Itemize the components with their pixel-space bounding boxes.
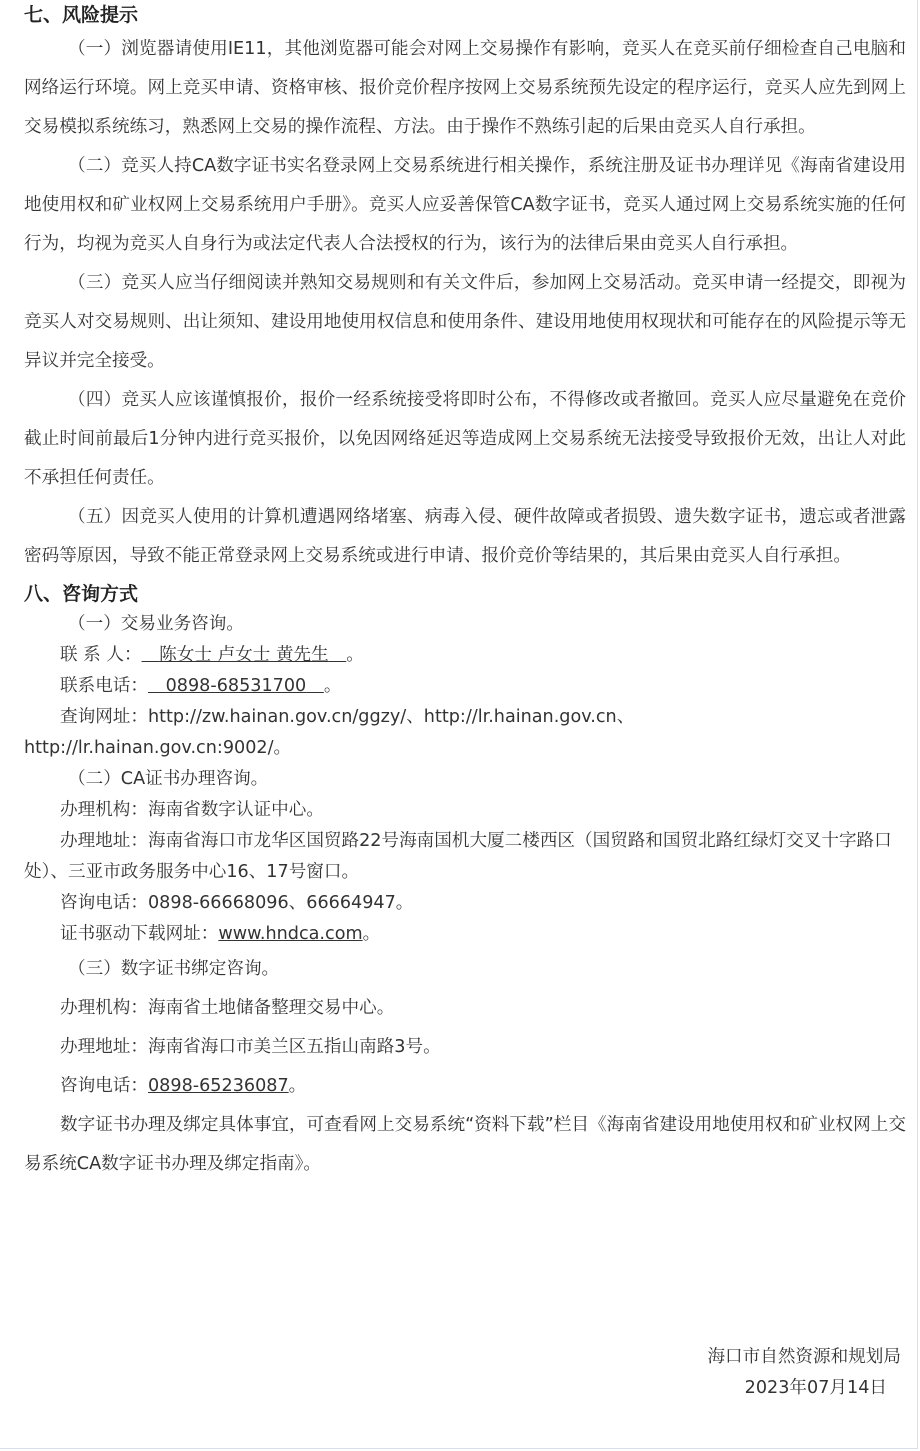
ca-addr-row <box>24 826 906 888</box>
bind-consult-title: （三）数字证书绑定咨询。 <box>68 959 280 979</box>
bind-note: 数字证书办理及绑定具体事宜，可查看网上交易系统“资料下载”栏目《海南省建设用地使用权和矿业权网上交易系统CA数字证书办理及绑定指南》。 <box>24 1115 906 1174</box>
risk-paragraph-5: （五）因竞买人使用的计算机遭遇网络堵塞、病毒入侵、硬件故障或者损毁、遗失数字证书，遗忘或者泄露密码等原因，导致不能正常登录网上交易系统或进行申请、报价竞价等结果的，其后果由竞买人自行承担。 <box>24 507 906 566</box>
url-line-1[interactable]: http://zw.hainan.gov.cn/ggzy/、http://lr.hainan.gov.cn、 <box>147 707 635 727</box>
contact-end: 。 <box>346 645 364 665</box>
ca-addr-value: 海南省海口市龙华区国贸路22号海南国机大厦二楼西区（国贸路和国贸北路红绿灯交叉十字路口处）、三亚市政务服务中心16、17号窗口。 <box>24 831 892 882</box>
phone-value: 0898-68531700 <box>165 676 307 696</box>
risk-paragraph-2: （二）竞买人持CA数字证书实名登录网上交易系统进行相关操作，系统注册及证书办理详见《海南省建设用地使用权和矿业权网上交易系统用户手册》。竞买人应妥善保管CA数字证书，竞买人通过网上交易系统实施的任何行为，均视为竞买人自身行为或法定代表人合法授权的行为，该行为的法律后果由竞买人自行承担。 <box>24 156 906 254</box>
bind-phone-end: 。 <box>288 1076 307 1096</box>
section-7-body <box>24 30 906 576</box>
ca-phone-row <box>24 888 906 919</box>
risk-paragraph-4: （四）竞买人应该谨慎报价，报价一经系统接受将即时公布，不得修改或者撤回。竞买人应尽量避免在竞价截止时间前最后1分钟内进行竞买报价，以免因网络延迟等造成网上交易系统无法接受导致报价无效，出让人对此不承担任何责任。 <box>24 390 906 488</box>
ca-addr-label: 办理地址： <box>60 831 148 851</box>
business-url-row <box>24 702 906 733</box>
ca-phone-value: 0898-66668096、66664947。 <box>147 893 414 913</box>
ca-consult-title: （二）CA证书办理咨询。 <box>68 769 269 789</box>
ca-driver-end: 。 <box>362 924 381 944</box>
bind-addr-label: 办理地址： <box>60 1037 148 1057</box>
business-phone-row <box>24 671 906 702</box>
ca-driver-row <box>24 919 906 950</box>
url-label: 查询网址： <box>60 707 148 727</box>
phone-label: 联系电话： <box>60 676 148 696</box>
business-consult-title: （一）交易业务咨询。 <box>68 614 244 634</box>
bind-addr-row <box>24 1028 906 1067</box>
document-content <box>24 0 906 1184</box>
ca-org-label: 办理机构： <box>60 800 148 820</box>
contact-value: 陈女士 卢女士 黄先生 <box>159 645 329 665</box>
contact-label: 联 系 人： <box>60 645 142 665</box>
ca-driver-link[interactable]: www.hndca.com <box>218 924 363 944</box>
bind-phone-row <box>24 1067 906 1106</box>
ca-phone-label: 咨询电话： <box>60 893 148 913</box>
business-url-row-2[interactable]: http://lr.hainan.gov.cn:9002/。 <box>24 738 292 758</box>
bind-phone-label: 咨询电话： <box>60 1076 148 1096</box>
ca-org-value: 海南省数字认证中心。 <box>147 800 324 820</box>
business-contact-row <box>24 640 906 671</box>
bind-phone-value: 0898-65236087 <box>147 1076 289 1096</box>
risk-paragraph-1: （一）浏览器请使用IE11，其他浏览器可能会对网上交易操作有影响，竞买人在竞买前仔细检查自己电脑和网络运行环境。网上竞买申请、资格审核、报价竞价程序按网上交易系统预先设定的程序运行，竞买人应先到网上交易模拟系统练习，熟悉网上交易的操作流程、方法。由于操作不熟练引起的后果由竞买人自行承担。 <box>24 39 906 137</box>
section-7-heading: 七、风险提示 <box>24 4 139 26</box>
bind-org-label: 办理机构： <box>60 998 148 1018</box>
risk-paragraph-3: （三）竞买人应当仔细阅读并熟知交易规则和有关文件后，参加网上交易活动。竞买申请一经提交，即视为竞买人对交易规则、出让须知、建设用地使用权信息和使用条件、建设用地使用权现状和可能存在的风险提示等无异议并完全接受。 <box>24 273 906 371</box>
ca-org-row <box>24 795 906 826</box>
phone-end: 。 <box>323 676 342 696</box>
ca-driver-label: 证书驱动下载网址： <box>60 924 219 944</box>
bind-addr-value: 海南省海口市美兰区五指山南路3号。 <box>147 1037 441 1057</box>
bind-org-row <box>24 989 906 1028</box>
bind-org-value: 海南省土地储备整理交易中心。 <box>147 998 395 1018</box>
signature-date: 2023年07月14日 <box>744 1378 887 1398</box>
section-8-heading: 八、咨询方式 <box>24 583 139 605</box>
signature-org: 海口市自然资源和规划局 <box>707 1347 901 1367</box>
